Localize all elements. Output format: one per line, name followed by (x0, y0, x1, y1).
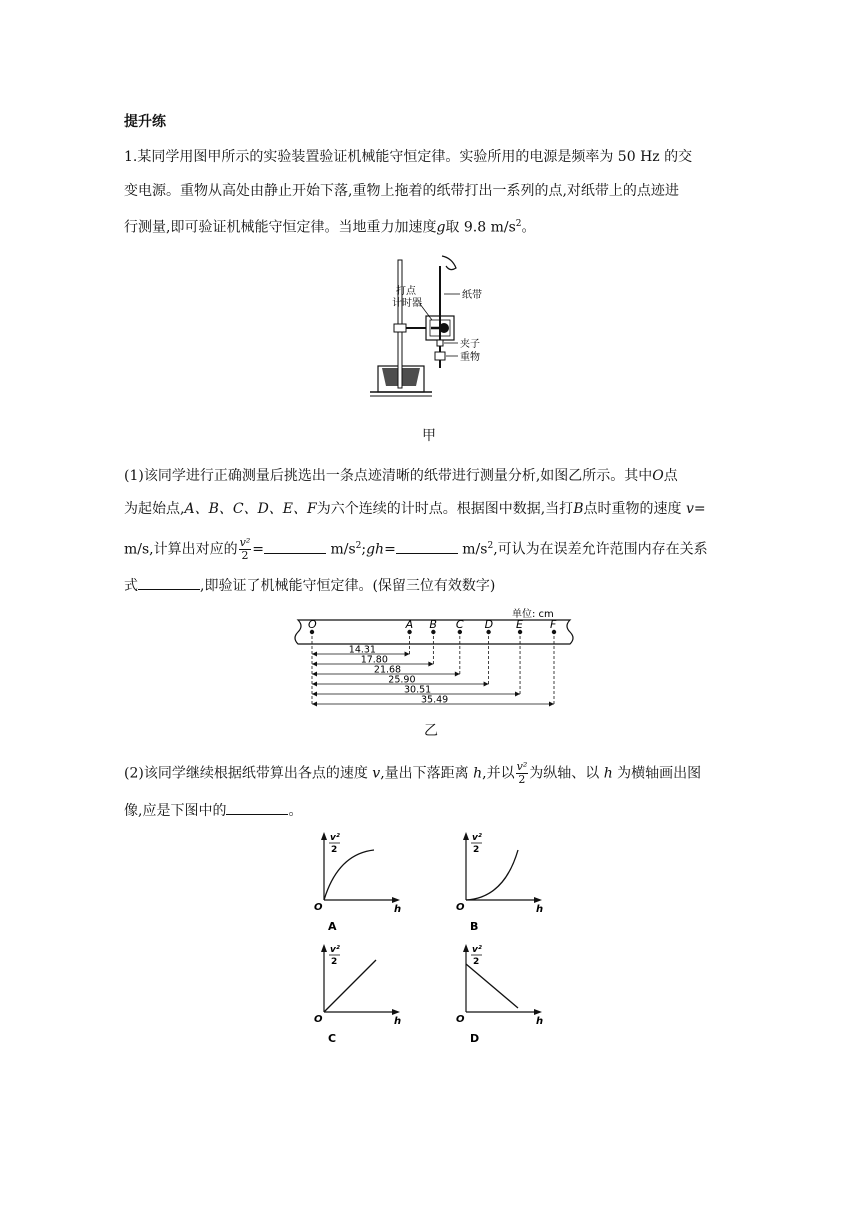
weight-block (435, 352, 445, 360)
part2-line1: (2)该同学继续根据纸带算出各点的速度 v,量出下落距离 h,并以 $\frac{\text{v²}}{2}$ 为纵轴、以 h 为横轴画出图 (124, 760, 702, 786)
y-axis-label-den: 2 (331, 957, 338, 967)
q1-line3: 行测量,即可验证机械能守恒定律。当地重力加速度g取 9.8 $m/s^2$。 (124, 219, 536, 236)
part1-line4: 式 ,即验证了机械能守恒定律。(保留三位有效数字) (124, 575, 744, 596)
weight-label: 重物 (460, 352, 480, 363)
dimension-arrow-right (515, 692, 520, 697)
dimension-arrow-right (428, 662, 433, 667)
part1-line3: m/s,计算出对应的 $\frac{\text{v²}}{2}$ = $m/s^2;gh= m/s^2$,可认为在误差允许范围内存在关系 (124, 536, 708, 563)
clip-label: 夹子 (460, 339, 480, 350)
origin-label: O (314, 902, 323, 913)
y-axis-label-num: v² (330, 945, 340, 955)
dimension-arrow-left (312, 652, 317, 657)
option-label: C (328, 1032, 337, 1045)
dimension-arrow-right (484, 682, 489, 687)
dimension-value: 21.68 (373, 664, 402, 676)
graph-option-D[interactable] (456, 944, 543, 1045)
dimension-value: 17.80 (360, 654, 388, 666)
timer-label-1: 打点 (396, 286, 416, 297)
origin-label: O (314, 1014, 323, 1025)
figure-yi-caption: 乙 (424, 723, 438, 739)
dimension-value: 30.51 (404, 684, 432, 696)
tape-point-label: B (429, 618, 437, 631)
x-axis-label: h (394, 1016, 402, 1027)
origin-label: O (456, 902, 465, 913)
dimension-arrow-right (549, 702, 554, 707)
tape-point-label: E (516, 618, 523, 631)
y-axis-label-den: 2 (473, 957, 480, 967)
dimension-arrow-left (312, 702, 317, 707)
graph-options (300, 826, 560, 1048)
v2-over-2-fraction: $\frac{\text{v²}}{2}$ (239, 536, 251, 563)
graph-option-C[interactable] (314, 944, 401, 1045)
dimension-arrow-left (312, 662, 317, 667)
answer-blank-v2[interactable] (264, 539, 326, 554)
answer-blank-relation[interactable] (138, 575, 200, 590)
unit-label: 单位: cm (512, 609, 554, 620)
answer-blank-gh[interactable] (396, 539, 458, 554)
dimension-value: 35.49 (421, 694, 449, 706)
origin-label: O (456, 1014, 465, 1025)
tape-label: 纸带 (462, 290, 482, 301)
part1-line1: (1)该同学进行正确测量后挑选出一条点迹清晰的纸带进行测量分析,如图乙所示。其中O点 (124, 468, 678, 484)
dimension-value: 14.31 (348, 644, 376, 656)
option-label: A (328, 920, 337, 933)
y-axis-label-num: v² (472, 833, 482, 843)
part1-line2: 为起始点,A、B、C、D、E、F为六个连续的计时点。根据图中数据,当打B点时重物的速度 v= (124, 501, 706, 517)
dimension-arrow-right (405, 652, 410, 657)
x-axis-label: h (536, 904, 544, 915)
answer-blank-graph[interactable] (226, 800, 288, 815)
x-axis-label: h (536, 1016, 544, 1027)
section-title: 提升练 (124, 114, 166, 130)
q1-line2: 变电源。重物从高处由静止开始下落,重物上拖着的纸带打出一系列的点,对纸带上的点迹进 (124, 183, 679, 199)
y-axis-label-den: 2 (473, 845, 480, 855)
y-axis-label-den: 2 (331, 845, 338, 855)
part2-line2: 像,应是下图中的 。 (124, 800, 744, 821)
y-axis-label-num: v² (330, 833, 340, 843)
tape-point-label: O (308, 618, 317, 631)
dimension-value: 25.90 (388, 674, 416, 686)
graph-option-B[interactable] (456, 832, 543, 933)
option-label: D (470, 1032, 480, 1045)
tape-point-label: C (455, 618, 464, 631)
graph-curve (324, 960, 376, 1012)
option-label: B (470, 920, 479, 933)
v2-over-2-fraction-2: $\frac{\text{v²}}{2}$ (516, 760, 528, 786)
figure-jia-caption: 甲 (422, 428, 436, 444)
graph-curve (466, 850, 518, 900)
graph-option-A[interactable] (314, 832, 401, 933)
graph-curve (466, 964, 518, 1008)
timer-label-2: 计时器 (392, 298, 422, 309)
graph-curve (324, 850, 374, 900)
apparatus-figure (370, 248, 490, 408)
dimension-arrow-left (312, 672, 317, 677)
x-axis-label: h (394, 904, 402, 915)
y-axis-label-num: v² (472, 945, 482, 955)
dimension-arrow-right (455, 672, 460, 677)
dimension-arrow-left (312, 692, 317, 697)
dimension-arrow-left (312, 682, 317, 687)
q1-line1: 1.某同学用图甲所示的实验装置验证机械能守恒定律。实验所用的电源是频率为 50 Hz 的交 (124, 149, 693, 165)
tape-point-label: D (484, 618, 494, 631)
tape-point-label: A (405, 618, 414, 631)
tape-point-label: F (550, 618, 557, 631)
paper-tape-figure (288, 606, 578, 716)
